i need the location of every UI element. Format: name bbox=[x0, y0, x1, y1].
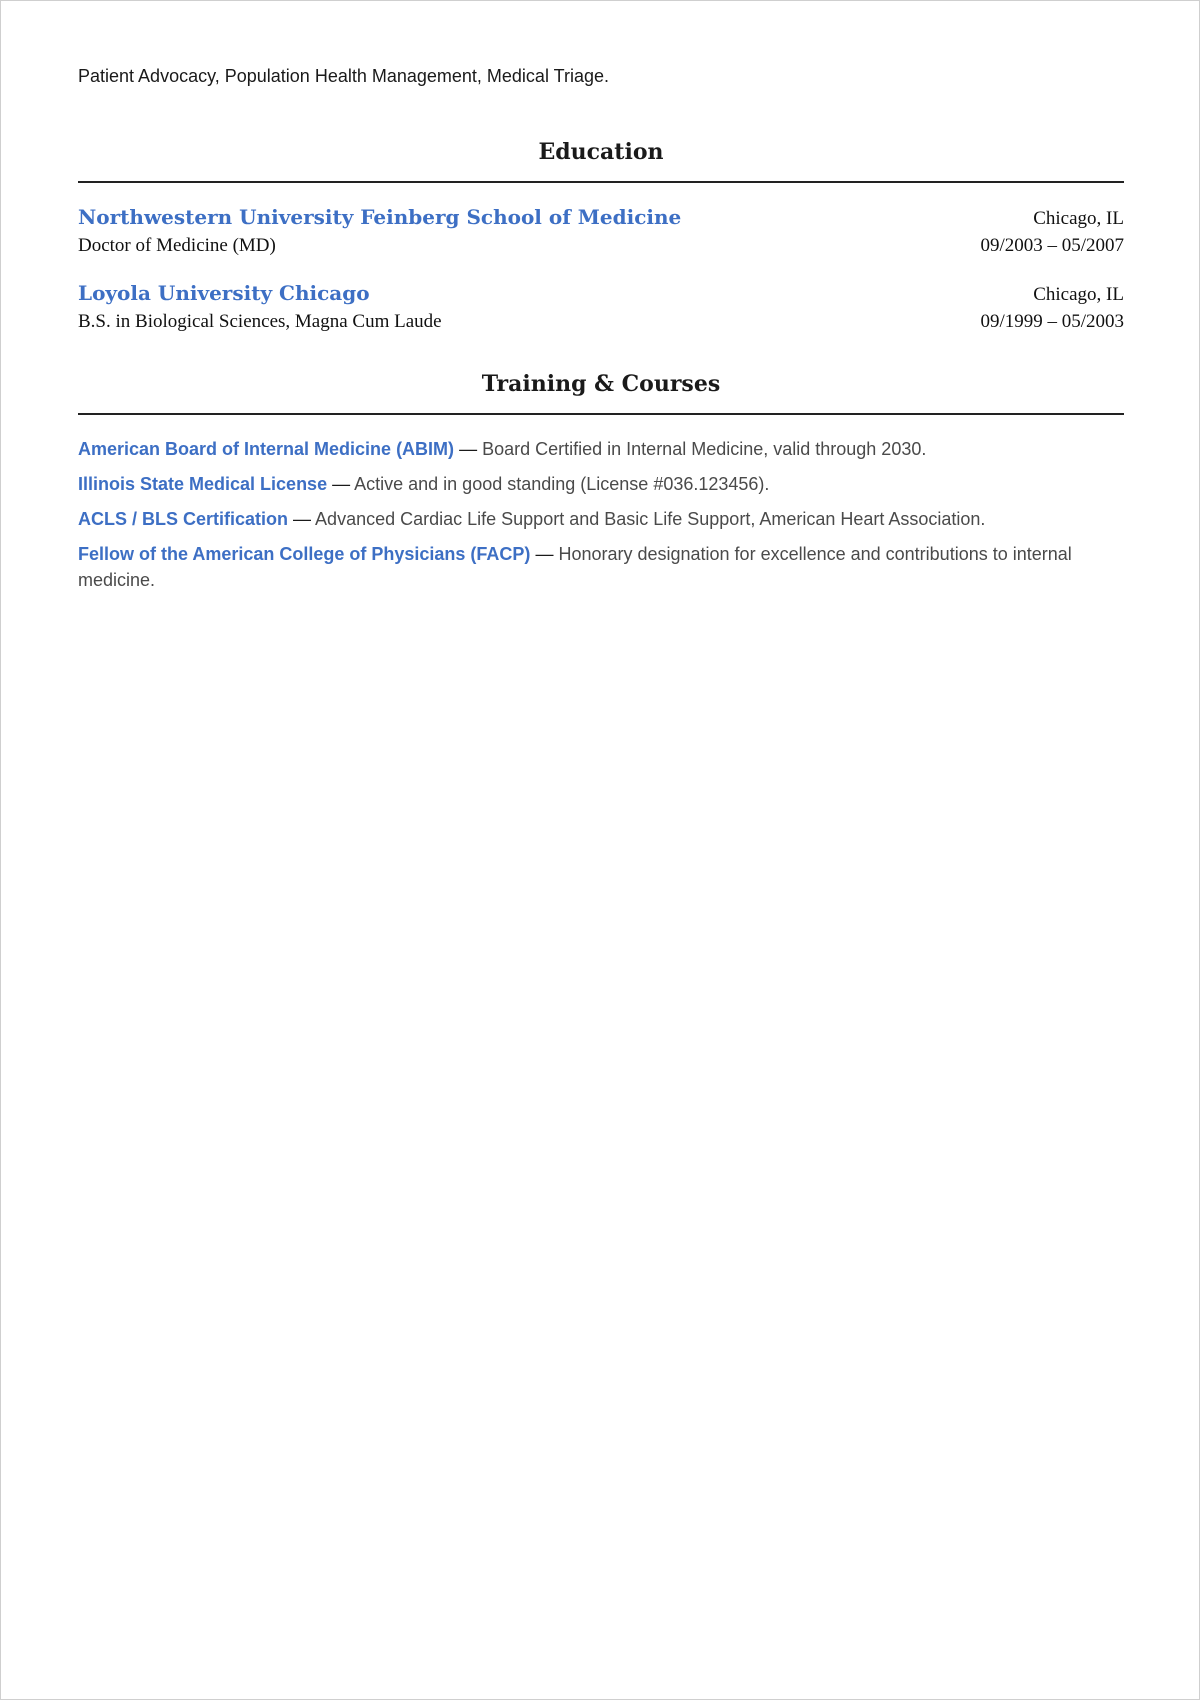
training-item-name: ACLS / BLS Certification bbox=[78, 509, 289, 529]
education-entry bbox=[78, 203, 1124, 255]
skills-line: Patient Advocacy, Population Health Management, Medical Triage. bbox=[78, 66, 609, 86]
education-degree: B.S. in Biological Sciences, Magna Cum Laude bbox=[78, 311, 442, 332]
training-item-name: Illinois State Medical License bbox=[78, 474, 328, 494]
training-item-description: Active and in good standing (License #036.123456). bbox=[354, 474, 770, 494]
training-item-description: Honorary designation for excellence and contributions to internal medicine. bbox=[78, 544, 1072, 590]
education-dates: 09/2003 – 05/2007 bbox=[980, 235, 1124, 256]
training-item-separator: — bbox=[332, 474, 351, 494]
resume-content bbox=[78, 63, 1124, 602]
training-item-description: Board Certified in Internal Medicine, valid through 2030. bbox=[482, 439, 927, 459]
education-school: Northwestern University Feinberg School of Medicine bbox=[78, 205, 682, 229]
training-item bbox=[78, 471, 1124, 497]
training-item-separator: — bbox=[535, 544, 554, 564]
training-item bbox=[78, 506, 1124, 532]
training-item bbox=[78, 436, 1124, 462]
training-item-name: Fellow of the American College of Physicians (FACP) bbox=[78, 544, 531, 564]
education-entry bbox=[78, 279, 1124, 331]
training-item-description: Advanced Cardiac Life Support and Basic Life Support, American Heart Association. bbox=[315, 509, 986, 529]
education-degree: Doctor of Medicine (MD) bbox=[78, 235, 276, 256]
education-school: Loyola University Chicago bbox=[78, 281, 370, 305]
education-location: Chicago, IL bbox=[1033, 284, 1124, 305]
training-item-separator: — bbox=[459, 439, 478, 459]
education-location: Chicago, IL bbox=[1033, 208, 1124, 229]
training-section-title: Training & Courses bbox=[481, 371, 721, 397]
education-dates: 09/1999 – 05/2003 bbox=[980, 311, 1124, 332]
education-section-title: Education bbox=[538, 139, 664, 165]
training-item-name: American Board of Internal Medicine (ABIM) bbox=[78, 439, 455, 459]
training-item-separator: — bbox=[293, 509, 312, 529]
training-item bbox=[78, 541, 1124, 593]
